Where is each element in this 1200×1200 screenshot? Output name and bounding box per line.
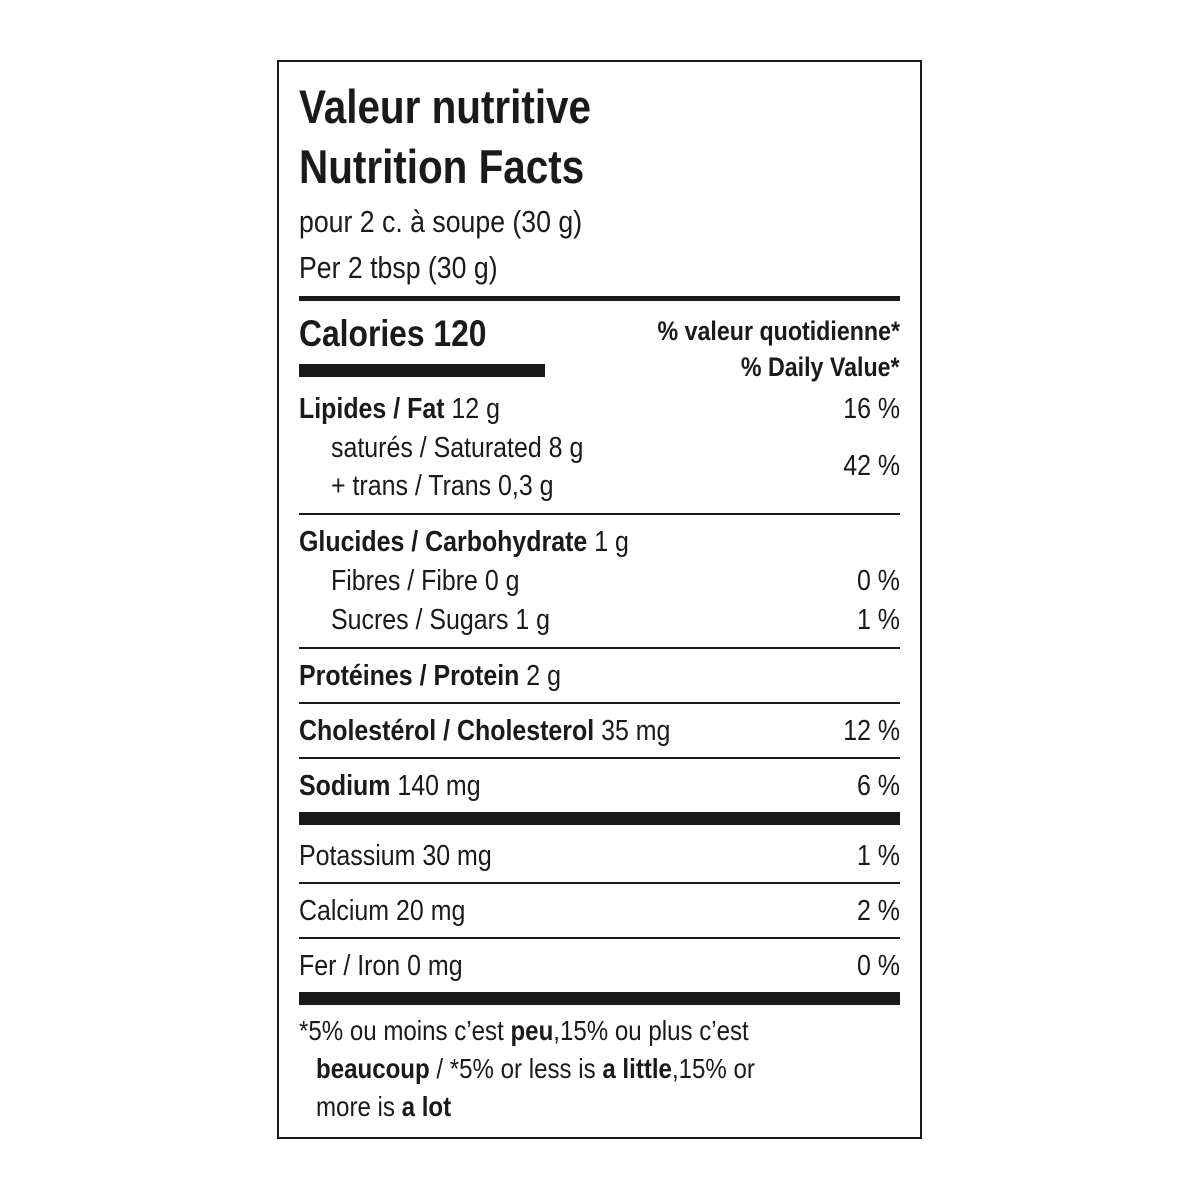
nutrient-row-cholesterol: Cholestérol / Cholesterol 35 mg 12 %: [299, 715, 900, 747]
nutrient-row-iron: Fer / Iron 0 mg 0 %: [299, 950, 900, 982]
daily-value-header-english: % Daily Value*: [741, 352, 900, 382]
nutrient-row-protein: Protéines / Protein 2 g: [299, 660, 561, 692]
footnote-line-1: *5% ou moins c’est peu,15% ou plus c’est: [299, 1015, 749, 1046]
divider: [299, 647, 900, 649]
nutrient-row-fibre: Fibres / Fibre 0 g 0 %: [331, 565, 900, 597]
label-content: [299, 62, 900, 1137]
nutrient-row-fat: Lipides / Fat 12 g 16 %: [299, 393, 900, 425]
divider-thick: [299, 992, 900, 1005]
divider: [299, 937, 900, 939]
serving-size-french: pour 2 c. à soupe (30 g): [299, 204, 583, 239]
nutrient-row-sugars: Sucres / Sugars 1 g 1 %: [331, 604, 900, 636]
serving-size-english: Per 2 tbsp (30 g): [299, 250, 498, 285]
saturated-trans-daily-value: 42 %: [843, 450, 900, 482]
divider: [299, 702, 900, 704]
footnote-line-2: beaucoup / *5% or less is a little,15% or: [316, 1053, 755, 1084]
divider: [299, 882, 900, 884]
title-french: Valeur nutritive: [299, 80, 592, 133]
nutrient-row-carbohydrate: Glucides / Carbohydrate 1 g: [299, 526, 629, 558]
divider: [299, 513, 900, 515]
nutrient-row-calcium: Calcium 20 mg 2 %: [299, 895, 900, 927]
daily-value-header-french: % valeur quotidienne*: [657, 316, 900, 346]
calories: Calories 120: [299, 313, 487, 354]
divider: [299, 757, 900, 759]
nutrient-row-trans: + trans / Trans 0,3 g: [331, 470, 554, 502]
divider-thick: [299, 296, 900, 301]
footnote-line-3: more is a lot: [316, 1091, 452, 1122]
divider-thick: [299, 812, 900, 825]
nutrition-facts-label: [277, 60, 922, 1139]
nutrient-row-sodium: Sodium 140 mg 6 %: [299, 770, 900, 802]
title-english: Nutrition Facts: [299, 140, 585, 193]
calories-bar: [299, 364, 545, 377]
nutrient-row-saturated: saturés / Saturated 8 g: [331, 432, 584, 464]
nutrient-row-potassium: Potassium 30 mg 1 %: [299, 840, 900, 872]
